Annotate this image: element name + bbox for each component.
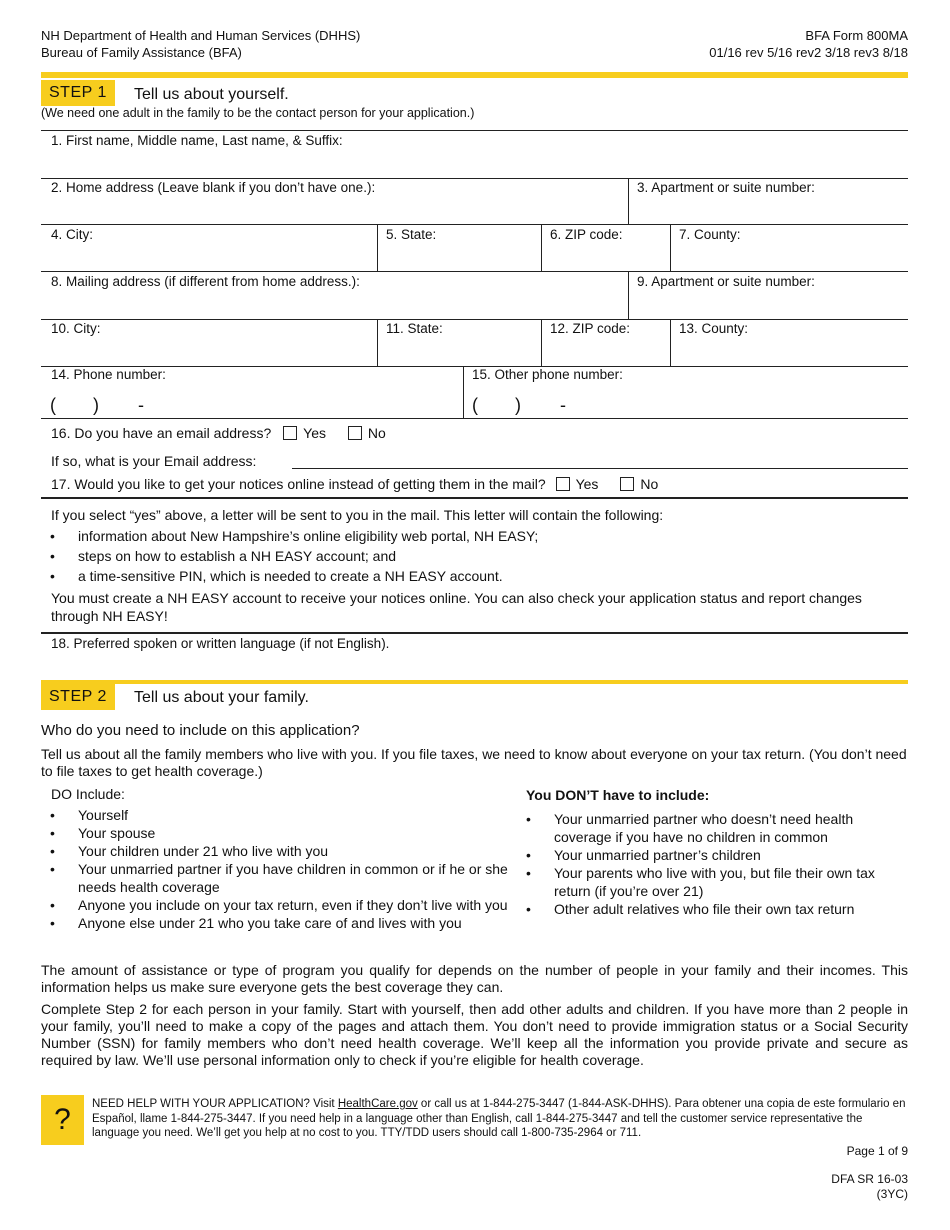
dept-name: NH Department of Health and Human Services (DHHS) — [41, 28, 361, 43]
email-question — [51, 425, 386, 441]
email-no-label: No — [367, 425, 386, 441]
notices-yes-checkbox[interactable] — [556, 477, 570, 491]
step2-title: Tell us about your family. — [134, 689, 309, 706]
notices-no-checkbox[interactable] — [620, 477, 634, 491]
mailing-apartment-field[interactable]: 9. Apartment or suite number: — [637, 274, 815, 289]
footer-code-line2: (3YC) — [876, 1187, 908, 1201]
email-address-input[interactable] — [292, 468, 908, 469]
notices-question — [51, 476, 658, 492]
dont-include-item: • Your unmarried partner’s children — [517, 846, 897, 864]
footer-code — [831, 1172, 908, 1202]
rule — [41, 418, 908, 419]
notice-intro: If you select “yes” above, a letter will be sent to you in the mail. This letter will contain the following: — [51, 507, 664, 523]
help-text-body: or call us at 1-844-275-3447 (1-844-ASK-DHHS). Para obtener una copia de este formulario en Español, llame 1-844-275-3447. If you need help in a language other than English, call 1-844-275-3447 and tell the customer service representative the language you need. We’ll get you help at no cost to you. TTY/TDD users should call 1-800-735-2964 or 711. — [92, 1098, 906, 1139]
help-question-icon: ? — [41, 1095, 84, 1145]
col-divider — [628, 271, 629, 319]
header-right — [709, 27, 908, 61]
bureau-name: Bureau of Family Assistance (BFA) — [41, 45, 242, 60]
dont-include-list — [517, 810, 897, 918]
notices-no-option[interactable] — [620, 476, 658, 492]
other-phone-dash: - — [560, 395, 566, 415]
zip-field[interactable]: 6. ZIP code: — [550, 227, 623, 242]
col-divider — [541, 224, 542, 271]
phone-field[interactable]: 14. Phone number: — [51, 367, 166, 382]
help-text-lead: NEED HELP WITH YOUR APPLICATION? Visit — [92, 1098, 338, 1110]
col-divider — [541, 319, 542, 366]
do-include-item: • Anyone you include on your tax return, even if they don’t live with you — [41, 896, 511, 914]
state-field[interactable]: 5. State: — [386, 227, 437, 242]
phone-area-close: ) — [93, 395, 99, 415]
footer-code-line1: DFA SR 16-03 — [831, 1172, 908, 1186]
email-yes-checkbox[interactable] — [283, 426, 297, 440]
home-address-field[interactable]: 2. Home address (Leave blank if you don’t have one.): — [51, 180, 376, 195]
step1-tag: STEP 1 — [41, 80, 115, 106]
other-phone-area-open: ( — [472, 395, 478, 415]
notice-item: • information about New Hampshire’s online eligibility web portal, NH EASY; — [41, 527, 901, 545]
dont-include-item: • Other adult relatives who file their own tax return — [517, 900, 897, 918]
email-no-checkbox[interactable] — [348, 426, 362, 440]
notice-item: • a time-sensitive PIN, which is needed to create a NH EASY account. — [41, 567, 901, 585]
mailing-city-field[interactable]: 10. City: — [51, 321, 101, 336]
notice-bottom-rule — [41, 632, 908, 634]
step2-paragraph-2: Complete Step 2 for each person in your family. Start with yourself, then add other adults and children. If you have more than 2 people in your family, you’ll need to make a copy of the pages and attach them. You don’t need to provide immigration status or a Social Security Number (SSN) for family members who don’t need health coverage. We’ll keep all the information you provide private and secure as required by law. We’ll use personal information only to check if you’re eligible for health coverage. — [41, 1001, 908, 1068]
dont-include-heading: You DON’T have to include: — [526, 787, 710, 803]
notice-item: • steps on how to establish a NH EASY account; and — [41, 547, 901, 565]
col-divider — [463, 366, 464, 418]
language-field[interactable]: 18. Preferred spoken or written language (if not English). — [51, 636, 390, 651]
notice-list — [41, 527, 901, 585]
notices-no-label: No — [640, 476, 659, 492]
other-phone-area-close: ) — [515, 395, 521, 415]
col-divider — [377, 224, 378, 271]
mailing-zip-field[interactable]: 12. ZIP code: — [550, 321, 631, 336]
phone-dash: - — [138, 395, 144, 415]
do-include-item: • Yourself — [41, 806, 511, 824]
rule — [41, 319, 908, 320]
healthcare-gov-link[interactable]: HealthCare.gov — [337, 1098, 418, 1110]
page-number: Page 1 of 9 — [846, 1144, 908, 1158]
form-revision: 01/16 rev 5/16 rev2 3/18 rev3 8/18 — [709, 45, 908, 60]
do-include-item: • Anyone else under 21 who you take care of and lives with you — [41, 914, 511, 932]
email-no-option[interactable] — [348, 425, 386, 441]
do-include-heading: DO Include: — [51, 786, 125, 802]
mailing-state-field[interactable]: 11. State: — [386, 321, 443, 336]
rule — [41, 178, 908, 179]
city-field[interactable]: 4. City: — [51, 227, 94, 242]
email-address-label: If so, what is your Email address: — [51, 453, 257, 469]
notices-question-label: 17. Would you like to get your notices online instead of getting them in the mail? — [51, 476, 546, 492]
col-divider — [628, 178, 629, 224]
county-field[interactable]: 7. County: — [679, 227, 741, 242]
help-text — [92, 1097, 908, 1141]
rule — [41, 224, 908, 225]
notices-yes-label: Yes — [575, 476, 599, 492]
rule — [41, 130, 908, 131]
col-divider — [670, 319, 671, 366]
step2-divider — [41, 680, 908, 684]
step2-tag: STEP 2 — [41, 684, 115, 710]
do-include-list — [41, 806, 511, 932]
dont-include-item: • Your unmarried partner who doesn’t need health coverage if you have no children in common — [517, 810, 897, 846]
phone-area-open: ( — [50, 395, 56, 415]
notice-outro: You must create a NH EASY account to receive your notices online. You can also check your application status and report changes through NH EASY! — [51, 590, 862, 624]
first-name-field[interactable]: 1. First name, Middle name, Last name, & Suffix: — [51, 133, 343, 148]
mailing-county-field[interactable]: 13. County: — [679, 321, 749, 336]
form-id: BFA Form 800MA — [805, 28, 908, 43]
col-divider — [670, 224, 671, 271]
notice-box — [51, 506, 901, 625]
step2-question: Who do you need to include on this application? — [41, 722, 360, 739]
rule — [41, 271, 908, 272]
step1-subtitle: (We need one adult in the family to be the contact person for your application.) — [41, 106, 475, 120]
email-yes-label: Yes — [303, 425, 326, 441]
do-include-item: • Your spouse — [41, 824, 511, 842]
step2-paragraph-1: The amount of assistance or type of program you qualify for depends on the number of people in your family and their incomes. This information helps us make sure everyone gets the best coverage they can. — [41, 962, 908, 995]
header-left — [41, 27, 360, 61]
email-yes-option[interactable] — [283, 425, 326, 441]
do-include-item: • Your children under 21 who live with you — [41, 842, 511, 860]
mailing-address-field[interactable]: 8. Mailing address (if different from home address.): — [51, 274, 360, 289]
do-include-item: • Your unmarried partner if you have children in common or if he or she needs health coverage — [41, 860, 511, 896]
col-divider — [377, 319, 378, 366]
step1-title: Tell us about yourself. — [134, 86, 289, 103]
notice-top-rule — [41, 497, 908, 499]
step2-intro: Tell us about all the family members who live with you. If you file taxes, we need to know about everyone on your tax return. (You don’t need to file taxes to get health coverage.) — [41, 746, 907, 779]
other-phone-field[interactable]: 15. Other phone number: — [472, 367, 623, 382]
email-question-label: 16. Do you have an email address? — [51, 425, 272, 441]
dont-include-item: • Your parents who live with you, but file their own tax return (if you’re over 21) — [517, 864, 897, 900]
step1-divider — [41, 72, 908, 78]
apartment-field[interactable]: 3. Apartment or suite number: — [637, 180, 815, 195]
notices-yes-option[interactable] — [556, 476, 599, 492]
